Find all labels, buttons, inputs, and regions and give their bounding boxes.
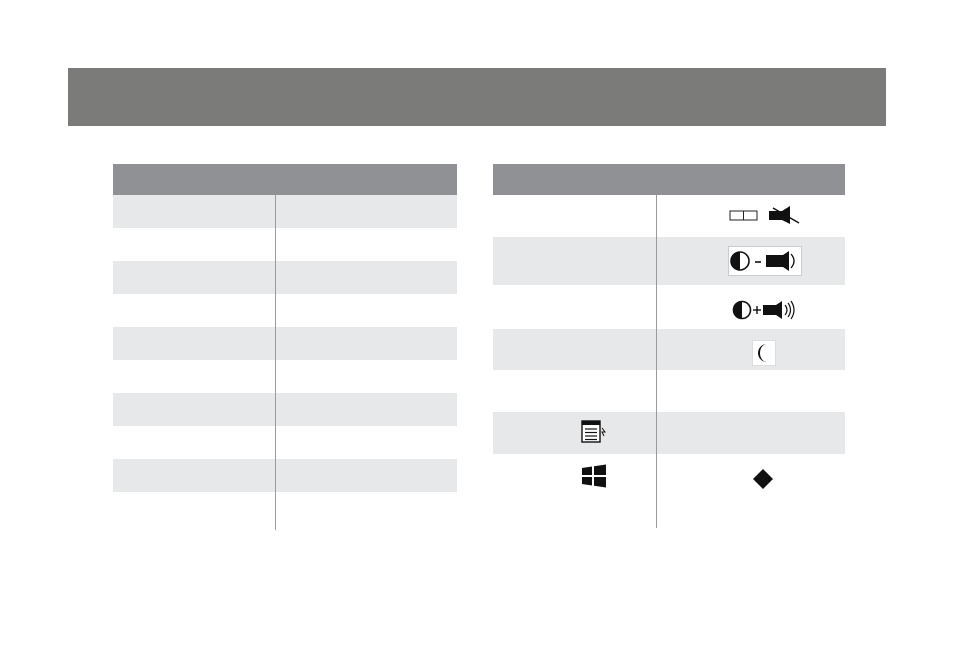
table-row <box>493 329 845 370</box>
column-divider <box>656 195 657 528</box>
table-row <box>493 412 845 454</box>
table-row <box>113 195 457 228</box>
table-row <box>113 327 457 360</box>
diamond-icon <box>749 467 777 491</box>
table-row <box>113 393 457 426</box>
left-key-table <box>113 164 457 530</box>
right-table-header <box>493 164 845 195</box>
sleep-moon-icon <box>749 339 779 367</box>
column-divider <box>275 195 276 530</box>
contrast-volume-down-icon <box>723 246 807 276</box>
menu-key-icon <box>579 419 609 445</box>
windows-key-icon <box>579 463 609 489</box>
table-row <box>113 459 457 492</box>
section-banner <box>68 68 886 126</box>
display-mute-icon <box>725 204 805 226</box>
left-table-header <box>113 164 457 195</box>
contrast-volume-up-icon <box>725 297 805 323</box>
table-row <box>113 261 457 294</box>
right-key-table <box>493 164 845 528</box>
